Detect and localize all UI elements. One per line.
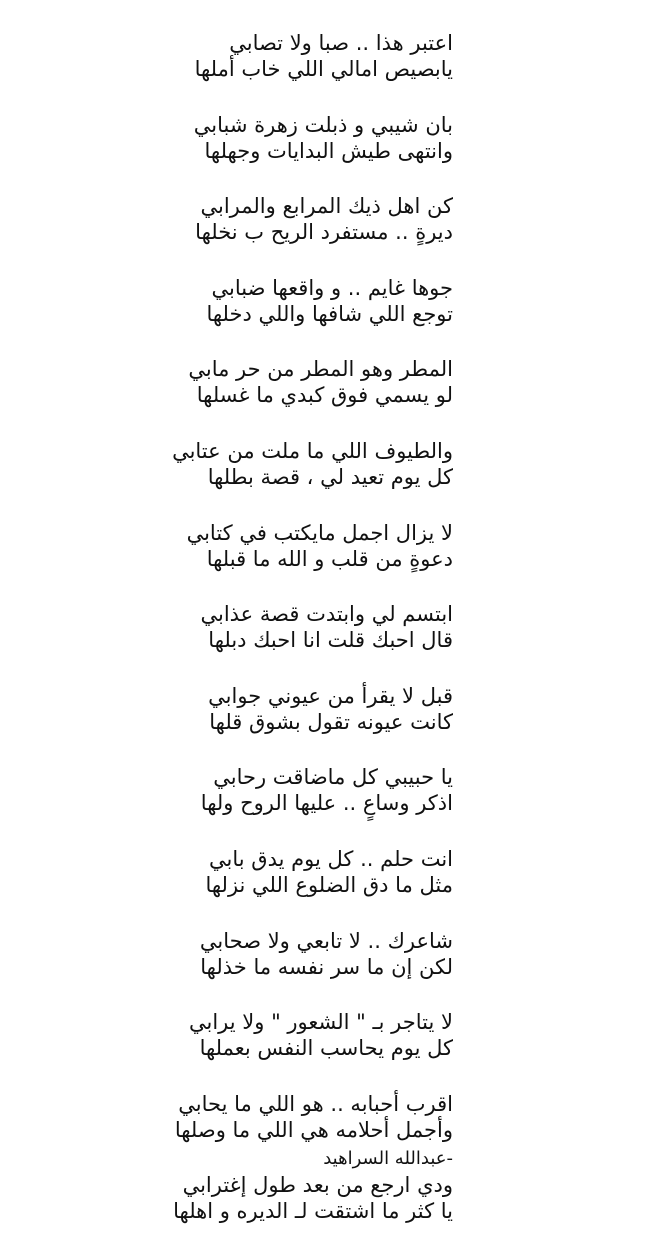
verse-line: يا حبيبي كل ماضاقت رحابي xyxy=(213,765,453,790)
stanza xyxy=(0,764,653,846)
stanza xyxy=(0,683,653,765)
stanza xyxy=(0,846,653,928)
stanza xyxy=(0,928,653,1010)
poem xyxy=(0,30,653,1254)
stanza xyxy=(0,520,653,602)
verse-line: انت حلم .. كل يوم يدق بابي xyxy=(209,846,453,871)
verse-line: وانتهى طيش البدايات وجهلها xyxy=(204,138,453,163)
verse-line: شاعرك .. لا تابعي ولا صحابي xyxy=(199,928,453,953)
verse-line: لكن إن ما سر نفسه ما خذلها xyxy=(200,954,453,979)
verse-line: دعوةٍ من قلب و الله ما قبلها xyxy=(206,546,453,571)
stanza xyxy=(0,601,653,683)
verse-line: اقرب أحبابه .. هو اللي ما يحابي xyxy=(178,1091,453,1116)
verse-line: بان شيبي و ذبلت زهرة شبابي xyxy=(193,112,453,137)
verse-line: ودي ارجع من بعد طول إغترابي xyxy=(182,1173,453,1198)
poet-signature: -عبدالله السراهيد xyxy=(323,1148,453,1169)
verse-line: اعتبر هذا .. صبا ولا تصابي xyxy=(229,31,453,55)
verse-line: لو يسمي فوق كبدي ما غسلها xyxy=(196,383,453,408)
verse-line: ديرةٍ .. مستفرد الريح ب نخلها xyxy=(195,220,453,245)
stanza xyxy=(0,356,653,438)
verse-line: كل يوم يحاسب النفس بعملها xyxy=(199,1036,453,1061)
stanza xyxy=(0,112,653,194)
verse-line: جوها غايم .. و واقعها ضبابي xyxy=(211,275,453,300)
verse-line: اذكر وساعٍ .. عليها الروح ولها xyxy=(200,791,453,816)
stanza xyxy=(0,30,653,112)
verse-line: لا يزال اجمل مايكتب في كتابي xyxy=(186,520,453,545)
verse-line: كل يوم تعيد لي ، قصة بطلها xyxy=(207,464,453,489)
verse-line: توجع اللي شافها واللي دخلها xyxy=(206,301,453,326)
stanza xyxy=(0,438,653,520)
verse-line: قبل لا يقرأ من عيوني جوابي xyxy=(208,683,453,708)
verse-line: كن اهل ذيك المرابع والمرابي xyxy=(200,194,453,219)
verse-line: يا كثر ما اشتقت لـ الديره و اهلها xyxy=(173,1199,453,1224)
verse-line: مثل ما دق الضلوع اللي نزلها xyxy=(205,872,453,897)
verse-line: لا يتاجر بـ " الشعور " ولا يرابي xyxy=(189,1010,453,1035)
verse-line: كانت عيونه تقول بشوق قلها xyxy=(209,709,453,734)
verse-line: وأجمل أحلامه هي اللي ما وصلها xyxy=(174,1117,453,1142)
stanza xyxy=(0,1172,653,1254)
verse-line: والطيوف اللي ما ملت من عتابي xyxy=(172,438,453,463)
stanza xyxy=(0,193,653,275)
stanza xyxy=(0,1009,653,1091)
verse-line: المطر وهو المطر من حر مابي xyxy=(188,357,453,382)
verse-line: ابتسم لي وابتدت قصة عذابي xyxy=(200,602,453,627)
verse-line: يابصيص امالي اللي خاب أملها xyxy=(194,57,453,81)
stanza xyxy=(0,275,653,357)
verse-line: قال احبك قلت انا احبك دبلها xyxy=(208,628,453,653)
